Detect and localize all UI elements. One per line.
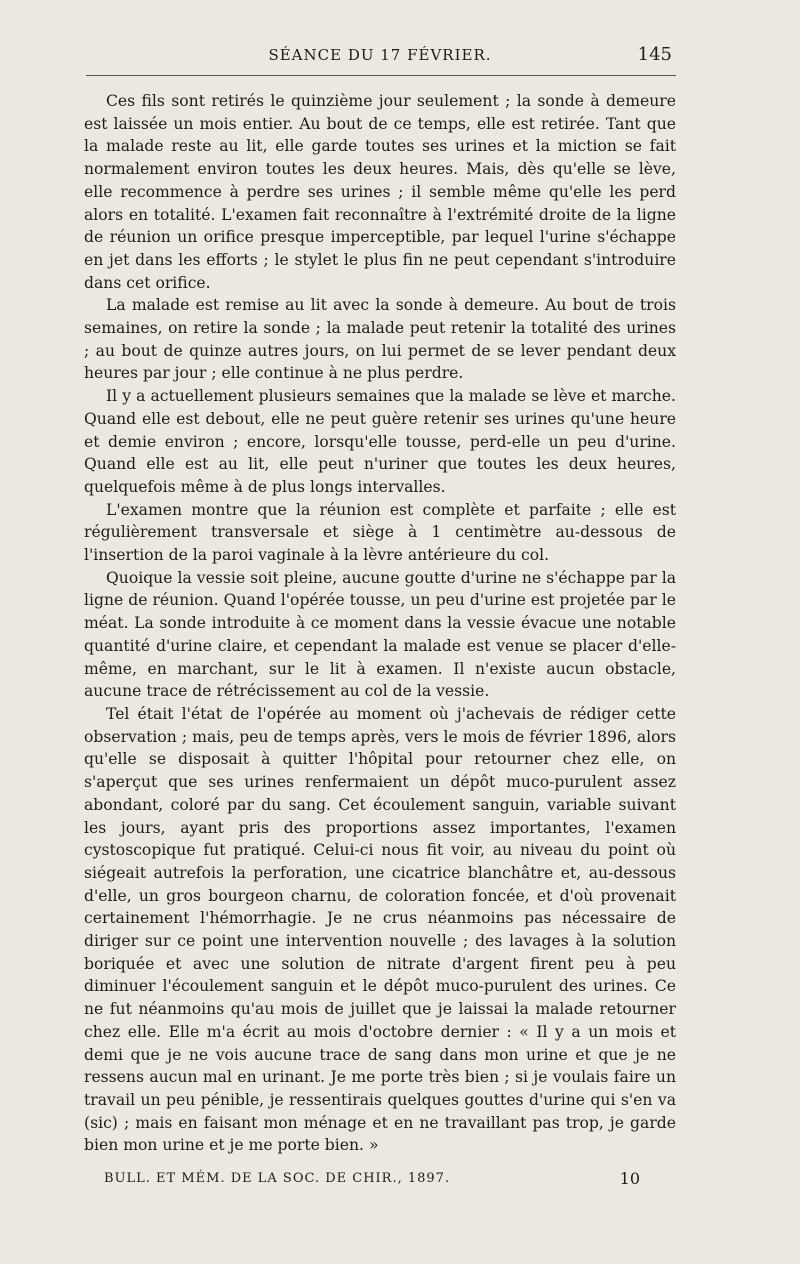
paragraph: Il y a actuellement plusieurs semaines que la malade se lève et marche. Quand elle est debout, elle ne peut guère retenir ses urines qu'une heure et demie environ ; encore, lorsqu'elle tousse, perd-elle un peu d'urine. Quand elle est au lit, elle peut n'uriner que toutes les deux heures, quelquefois même à de plus longs intervalles. bbox=[84, 387, 676, 496]
paragraph: La malade est remise au lit avec la sonde à demeure. Au bout de trois semaines, on retire la sonde ; la malade peut retenir la totalité des urines ; au bout de quinze autres jours, on lui permet de se lever pendant deux heures par jour ; elle continue à ne plus perdre. bbox=[84, 296, 676, 383]
body-text bbox=[84, 90, 676, 1157]
signature-number: 10 bbox=[619, 1169, 640, 1188]
paragraph: Ces fils sont retirés le quinzième jour seulement ; la sonde à demeure est laissée un mois entier. Au bout de ce temps, elle est retirée. Tant que la malade reste au lit, elle garde toutes ses urines et la miction se fait normalement environ toutes les deux heures. Mais, dès qu'elle se lève, elle recommence à perdre ses urines ; il semble même qu'elle les perd alors en totalité. L'examen fait reconnaître à l'extrémité droite de la ligne de réunion un orifice presque imperceptible, par lequel l'urine s'échappe en jet dans les efforts ; le stylet le plus fin ne peut cependant s'introduire dans cet orifice. bbox=[84, 92, 676, 292]
paragraph: Quoique la vessie soit pleine, aucune goutte d'urine ne s'échappe par la ligne de réunion. Quand l'opérée tousse, un peu d'urine est projetée par le méat. La sonde introduite à ce moment dans la vessie évacue une notable quantité d'urine claire, et cependant la malade est venue se placer d'elle-même, en marchant, sur le lit à examen. Il n'existe aucun obstacle, aucune trace de rétrécissement au col de la vessie. bbox=[84, 568, 676, 701]
page-number: 145 bbox=[637, 44, 672, 65]
running-header bbox=[84, 44, 676, 72]
paragraph: Tel était l'état de l'opérée au moment où j'achevais de rédiger cette observation ; mais, peu de temps après, vers le mois de février 1896, alors qu'elle se disposait à quitter l'hôpital pour retourner chez elle, on s'aperçut que ses urines renfermaient un dépôt muco-purulent assez abondant, coloré par du sang. Cet écoulement sanguin, variable suivant les jours, ayant pris des proportions assez importantes, l'examen cystoscopique fut pratiqué. Celui-ci nous fit voir, au niveau du point où siégeait autrefois la perforation, une cicatrice blanchâtre et, au-dessous d'elle, un gros bourgeon charnu, de coloration foncée, et d'où provenait certainement l'hémorrhagie. Je ne crus néanmoins pas nécessaire de diriger sur ce point une intervention nouvelle ; des lavages à la solution boriquée et avec une solution de nitrate d'argent firent peu à peu diminuer l'écoulement sanguin et le dépôt muco-purulent des urines. Ce ne fut néanmoins qu'au mois de juillet que je laissai la malade retourner chez elle. Elle m'a écrit au mois d'octobre dernier : « Il y a un mois et demi que je ne vois aucune trace de sang dans mon urine et que je ne ressens aucun mal en urinant. Je me porte très bien ; si je voulais faire un travail un peu pénible, je ressentirais quelques gouttes d'urine qui s'en va (sic) ; mais en faisant mon ménage et en ne travaillant pas trop, je garde bien mon urine et je me porte bien. » bbox=[84, 704, 676, 1155]
page-footer bbox=[104, 1169, 644, 1195]
paragraph: L'examen montre que la réunion est complète et parfaite ; elle est régulièrement transversale et siège à 1 centimètre au-dessous de l'insertion de la paroi vaginale à la lèvre antérieure du col. bbox=[84, 500, 676, 565]
running-title: SÉANCE DU 17 FÉVRIER. bbox=[268, 46, 492, 64]
header-rule bbox=[86, 75, 676, 76]
bulletin-reference: BULL. ET MÉM. DE LA SOC. DE CHIR., 1897. bbox=[104, 1171, 451, 1186]
